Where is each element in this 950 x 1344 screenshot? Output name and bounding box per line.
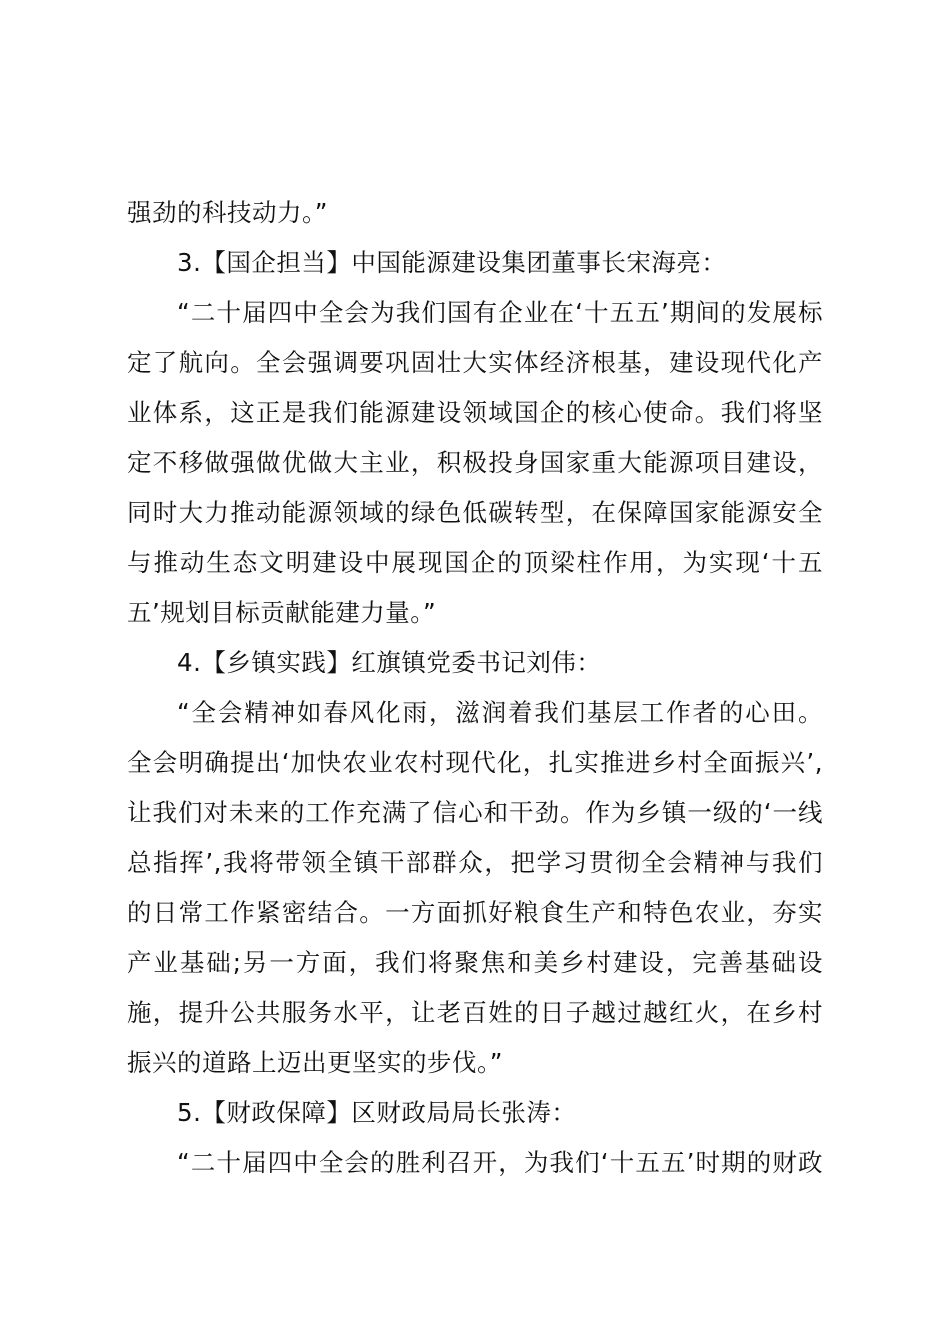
paragraph-line: 定不移做强做优做大主业，积极投身国家重大能源项目建设，	[127, 448, 823, 477]
paragraph-line: 振兴的道路上迈出更坚实的步伐。”	[127, 1048, 503, 1077]
paragraph-line: “二十届四中全会为我们国有企业在‘十五五’期间的发展标	[177, 298, 823, 327]
paragraph-line: 业体系，这正是我们能源建设领域国企的核心使命。我们将坚	[127, 398, 823, 427]
paragraph-line: “全会精神如春风化雨，滋润着我们基层工作者的心田。	[177, 698, 823, 727]
paragraph-line: 让我们对未来的工作充满了信心和干劲。作为乡镇一级的‘一线	[127, 798, 823, 827]
paragraph-line: 强劲的科技动力。”	[127, 198, 328, 227]
section-heading-3: 3.【国企担当】中国能源建设集团董事长宋海亮：	[177, 248, 727, 277]
paragraph-line: 的日常工作紧密结合。一方面抓好粮食生产和特色农业，夯实	[127, 898, 823, 927]
paragraph-line: 总指挥’,我将带领全镇干部群众，把学习贯彻全会精神与我们	[127, 848, 823, 877]
paragraph-line: 同时大力推动能源领域的绿色低碳转型，在保障国家能源安全	[127, 498, 823, 527]
paragraph-line: 定了航向。全会强调要巩固壮大实体经济根基，建设现代化产	[127, 348, 823, 377]
paragraph-line: “二十届四中全会的胜利召开，为我们‘十五五’时期的财政	[177, 1148, 823, 1177]
paragraph-line: 与推动生态文明建设中展现国企的顶梁柱作用，为实现‘十五	[127, 548, 823, 577]
paragraph-line: 产业基础;另一方面，我们将聚焦和美乡村建设，完善基础设	[127, 948, 823, 977]
section-heading-5: 5.【财政保障】区财政局局长张涛：	[177, 1098, 577, 1127]
section-heading-4: 4.【乡镇实践】红旗镇党委书记刘伟：	[177, 648, 602, 677]
paragraph-line: 全会明确提出‘加快农业农村现代化，扎实推进乡村全面振兴’,	[127, 748, 823, 777]
paragraph-line: 施，提升公共服务水平，让老百姓的日子越过越红火，在乡村	[127, 998, 823, 1027]
paragraph-line: 五’规划目标贡献能建力量。”	[127, 598, 437, 627]
